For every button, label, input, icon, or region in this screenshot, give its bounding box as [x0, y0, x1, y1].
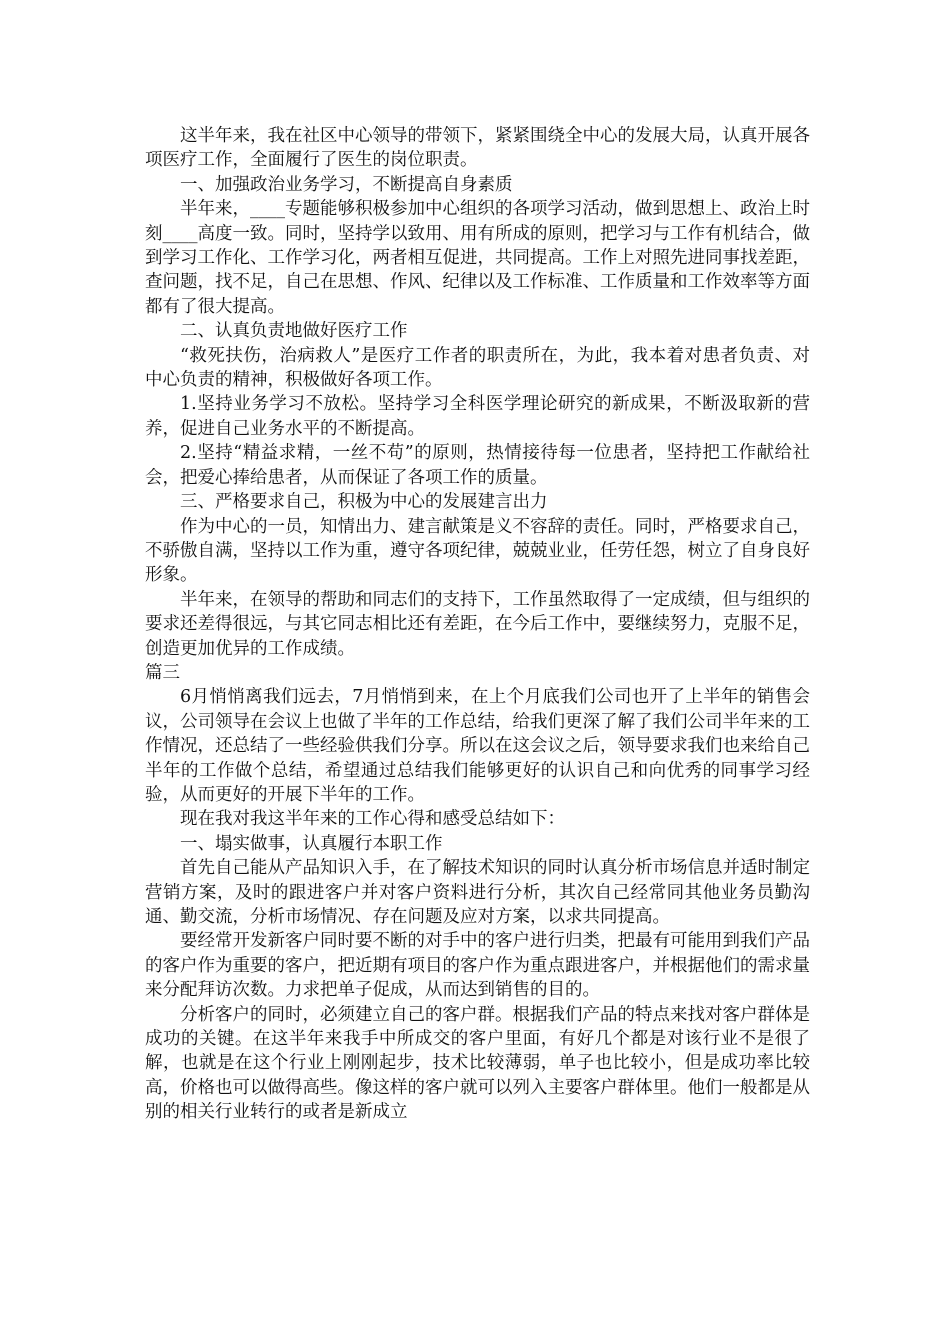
paragraph: 半年来，在领导的帮助和同志们的支持下，工作虽然取得了一定成绩，但与组织的要求还差得很远，与其它同志相比还有差距，在今后工作中，要继续努力，克服不足，创造更加优异的工作成绩。: [145, 589, 810, 659]
paragraph: 首先自己能从产品知识入手，在了解技术知识的同时认真分析市场信息并适时制定营销方案，及时的跟进客户并对客户资料进行分析，其次自己经常同其他业务员勤沟通、勤交流，分析市场情况、存在问题及应对方案，以求共同提高。: [145, 858, 810, 927]
paragraph: 6月悄悄离我们远去，7月悄悄到来，在上个月底我们公司也开了上半年的销售会议，公司领导在会议上也做了半年的工作总结，给我们更深了解了我们公司半年来的工作情况，还总结了一些经验供我们分享。所以在这会议之后，领导要求我们也来给自己半年的工作做个总结，希望通过总结我们能够更好的认识自己和向优秀的同事学习经验，从而更好的开展下半年的工作。: [145, 687, 810, 805]
section-heading: 二、认真负责地做好医疗工作: [180, 321, 408, 342]
paragraph: 半年来，____专题能够积极参加中心组织的各项学习活动，做到思想上、政治上时刻____高度一致。同时，坚持学以致用、用有所成的原则，把学习与工作有机结合，做到学习工作化、工作学习化，两者相互促进，共同提高。工作上对照先进同事找差距，查问题，找不足，自己在思想、作风、纪律以及工作标准、工作质量和工作效率等方面都有了很大提高。: [145, 199, 810, 317]
paragraph: 现在我对我这半年来的工作心得和感受总结如下：: [180, 809, 565, 830]
paragraph: “救死扶伤，治病救人”是医疗工作者的职责所在，为此，我本着对患者负责、对中心负责的精神，积极做好各项工作。: [145, 345, 810, 391]
section-heading: 一、塌实做事，认真履行本职工作: [180, 833, 443, 854]
paragraph: 2.坚持“精益求精，一丝不苟”的原则，热情接待每一位患者，坚持把工作献给社会，把爱心捧给患者，从而保证了各项工作的质量。: [145, 443, 810, 488]
paragraph: 这半年来，我在社区中心领导的带领下，紧紧围绕全中心的发展大局，认真开展各项医疗工作，全面履行了医生的岗位职责。: [145, 126, 810, 171]
paragraph: 1.坚持业务学习不放松。坚持学习全科医学理论研究的新成果，不断汲取新的营养，促进自己业务水平的不断提高。: [145, 394, 810, 439]
document-body: [145, 124, 810, 1125]
paragraph: 作为中心的一员，知情出力、建言献策是义不容辞的责任。同时，严格要求自己，不骄傲自满，坚持以工作为重，遵守各项纪律，兢兢业业，任劳任怨，树立了自身良好形象。: [145, 516, 810, 586]
section-heading: 一、加强政治业务学习，不断提高自身素质: [180, 174, 513, 195]
paragraph: 要经常开发新客户同时要不断的对手中的客户进行归类，把最有可能用到我们产品的客户作为重要的客户，把近期有项目的客户作为重点跟进客户，并根据他们的需求量来分配拜访次数。力求把单子促成，从而达到销售的目的。: [145, 931, 810, 1001]
paragraph: 分析客户的同时，必须建立自己的客户群。根据我们产品的特点来找对客户群体是成功的关键。在这半年来我手中所成交的客户里面，有好几个都是对该行业不是很了解，也就是在这个行业上刚刚起步，技术比较薄弱，单子也比较小，但是成功率比较高，价格也可以做得高些。像这样的客户就可以列入主要客户群体里。他们一般都是从别的相关行业转行的或者是新成立: [145, 1004, 810, 1123]
part-heading: 篇三: [145, 662, 180, 683]
section-heading: 三、严格要求自己，积极为中心的发展建言出力: [180, 492, 548, 513]
